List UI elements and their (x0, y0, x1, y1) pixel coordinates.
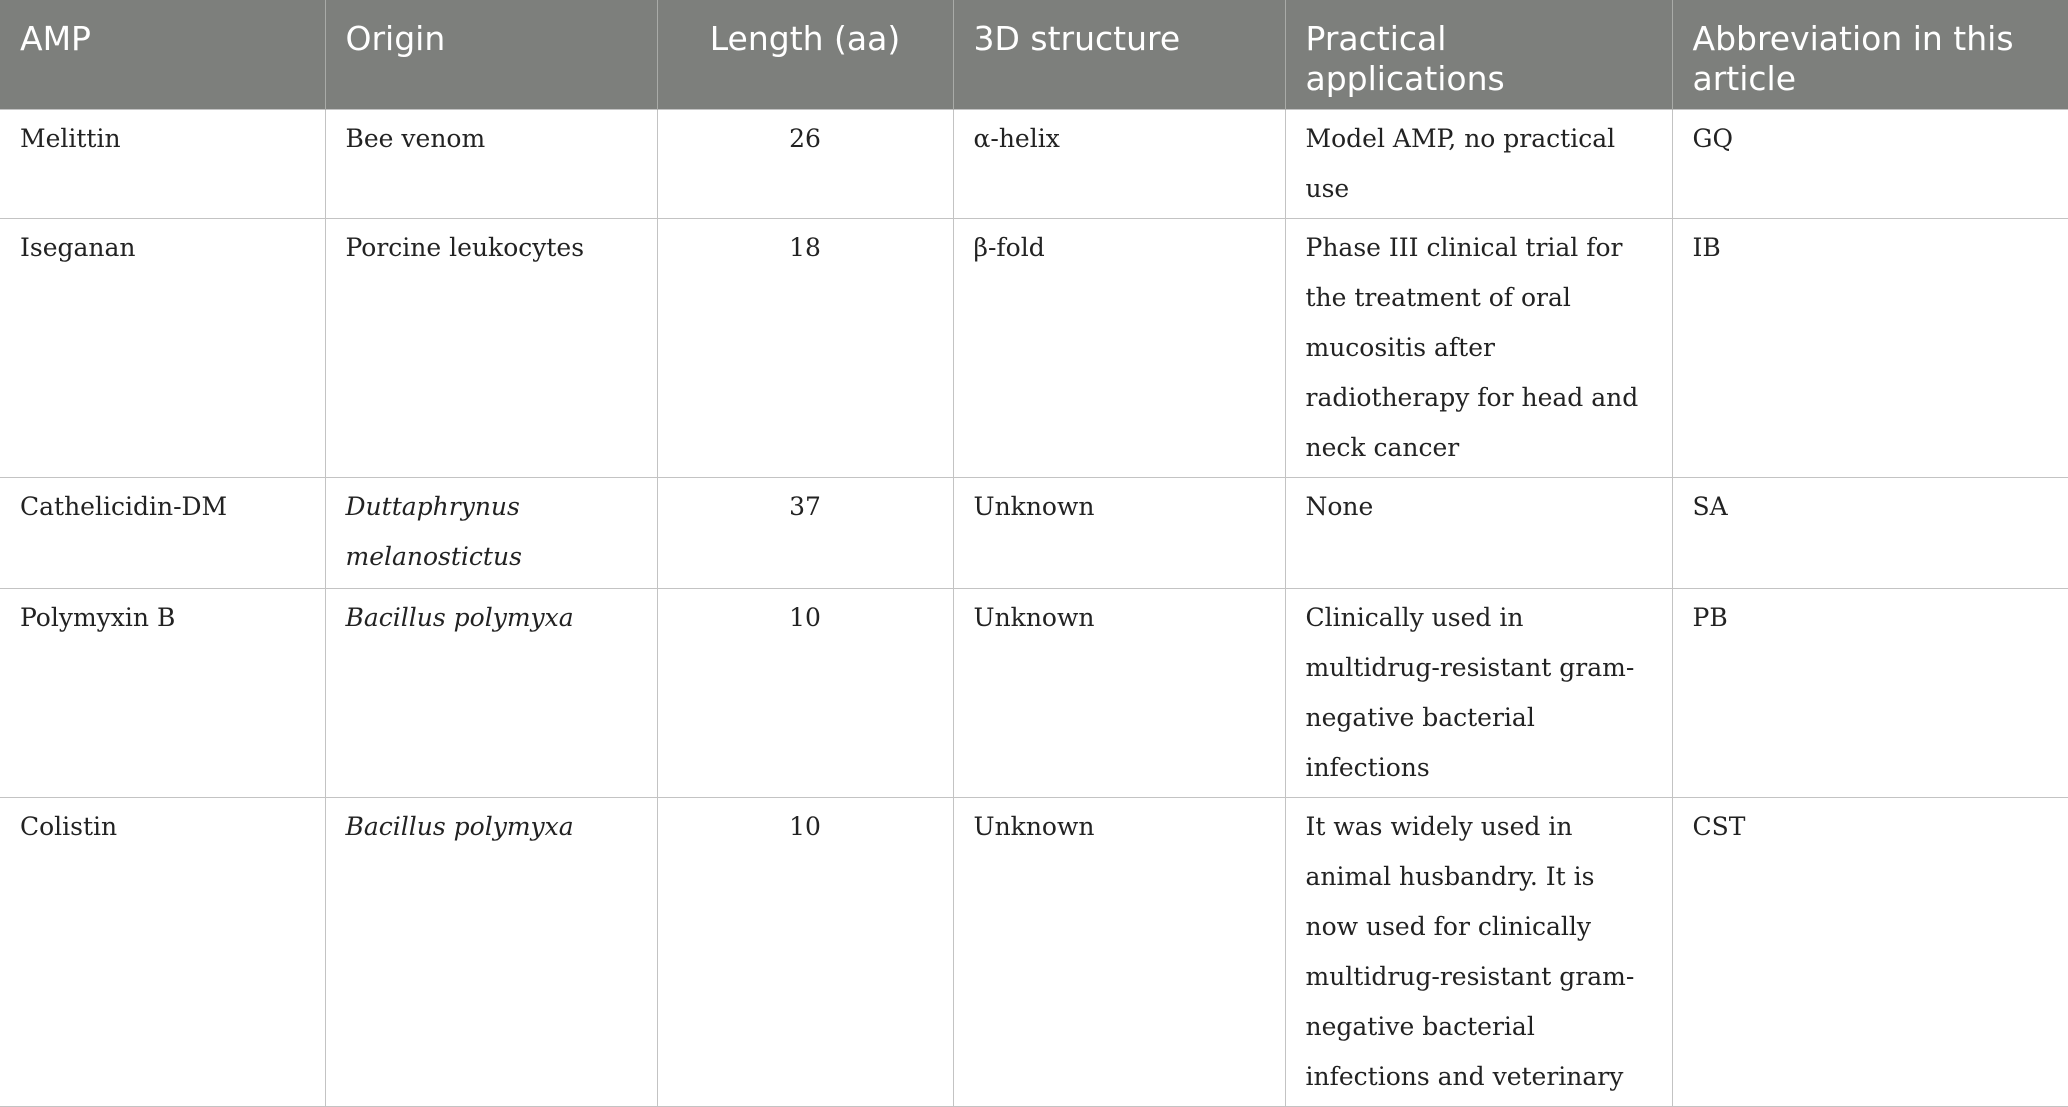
table-header (0, 0, 2068, 110)
header-origin: Origin (325, 0, 657, 110)
cell-origin: Bacillus polymyxa (325, 798, 657, 1107)
cell-abbreviation: CST (1672, 798, 2068, 1107)
cell-applications: Phase III clinical trial for the treatment of oral mucositis after radiotherapy for head and neck cancer (1285, 219, 1672, 478)
cell-abbreviation: PB (1672, 589, 2068, 798)
cell-amp: Iseganan (0, 219, 325, 478)
cell-amp: Polymyxin B (0, 589, 325, 798)
cell-applications: Model AMP, no practical use (1285, 110, 1672, 219)
cell-applications: Clinically used in multidrug-resistant gram-negative bacterial infections (1285, 589, 1672, 798)
cell-abbreviation: SA (1672, 478, 2068, 589)
cell-origin: Porcine leukocytes (325, 219, 657, 478)
cell-length: 10 (657, 798, 953, 1107)
cell-structure: β-fold (953, 219, 1285, 478)
header-amp: AMP (0, 0, 325, 110)
table-row (0, 589, 2068, 798)
cell-applications: None (1285, 478, 1672, 589)
cell-length: 26 (657, 110, 953, 219)
cell-structure: Unknown (953, 798, 1285, 1107)
table-row (0, 110, 2068, 219)
cell-length: 10 (657, 589, 953, 798)
cell-structure: Unknown (953, 589, 1285, 798)
cell-abbreviation: IB (1672, 219, 2068, 478)
cell-origin: Bee venom (325, 110, 657, 219)
header-row (0, 0, 2068, 110)
table-row (0, 478, 2068, 589)
cell-structure: Unknown (953, 478, 1285, 589)
header-length: Length (aa) (657, 0, 953, 110)
cell-abbreviation: GQ (1672, 110, 2068, 219)
cell-origin: Bacillus polymyxa (325, 589, 657, 798)
table-row (0, 219, 2068, 478)
cell-structure: α-helix (953, 110, 1285, 219)
header-applications: Practical applications (1285, 0, 1672, 110)
header-structure: 3D structure (953, 0, 1285, 110)
table-row (0, 798, 2068, 1107)
cell-applications: It was widely used in animal husbandry. It is now used for clinically multidrug-resistant gram-negative bacterial infections and veterinary (1285, 798, 1672, 1107)
table-body (0, 110, 2068, 1107)
cell-amp: Colistin (0, 798, 325, 1107)
cell-length: 18 (657, 219, 953, 478)
header-abbreviation: Abbreviation in this article (1672, 0, 2068, 110)
cell-amp: Melittin (0, 110, 325, 219)
cell-origin: Duttaphrynus melanostictus (325, 478, 657, 589)
cell-length: 37 (657, 478, 953, 589)
cell-amp: Cathelicidin-DM (0, 478, 325, 589)
